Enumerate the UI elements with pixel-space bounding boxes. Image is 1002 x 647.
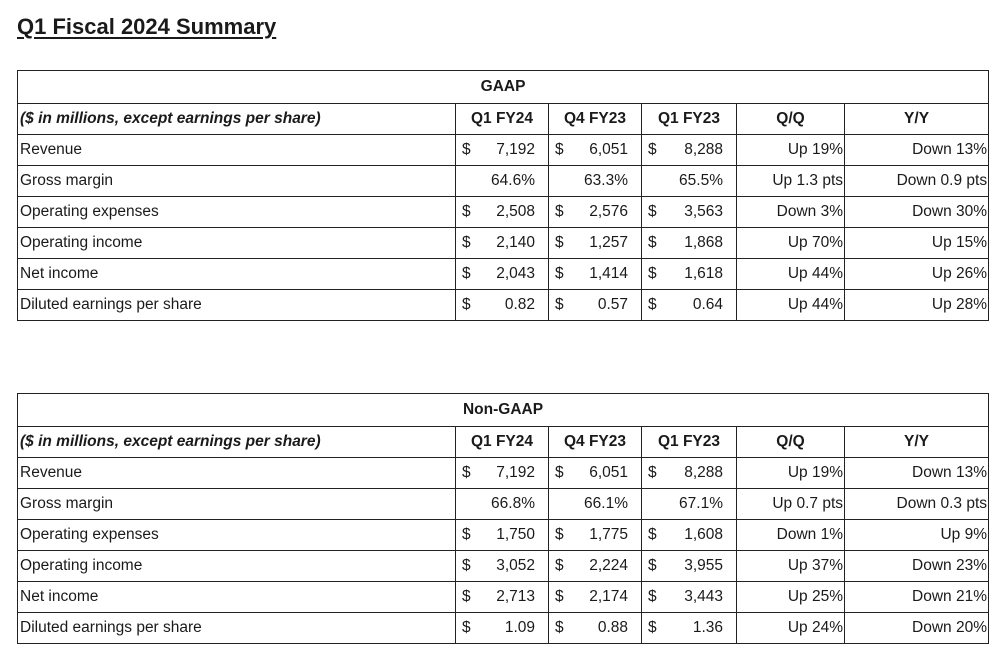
value-cell [549, 135, 642, 166]
value-cell [456, 613, 549, 644]
column-header-row [18, 427, 989, 458]
column-header: Q/Q [737, 427, 845, 458]
currency-symbol: $ [648, 265, 657, 282]
currency-symbol: $ [648, 588, 657, 605]
cell-value: 7,192 [496, 464, 535, 481]
currency-symbol: $ [555, 464, 564, 481]
column-header: Q1 FY23 [642, 427, 737, 458]
value-cell [456, 290, 549, 321]
qq-change: Up 24% [737, 613, 845, 644]
currency-symbol: $ [462, 296, 471, 313]
currency-symbol: $ [555, 296, 564, 313]
cell-value: 0.82 [504, 296, 535, 313]
currency-symbol: $ [462, 557, 471, 574]
cell-value: 1,868 [684, 234, 723, 251]
value-cell [549, 259, 642, 290]
cell-value: 2,224 [589, 557, 628, 574]
qq-change: Up 37% [737, 551, 845, 582]
currency-symbol: $ [648, 464, 657, 481]
value-cell [456, 520, 549, 551]
value-cell [549, 290, 642, 321]
row-label: Operating expenses [18, 197, 456, 228]
cell-value: 66.8% [491, 495, 535, 512]
cell-value: 2,140 [496, 234, 535, 251]
cell-value: 8,288 [684, 141, 723, 158]
currency-symbol: $ [462, 526, 471, 543]
yy-change: Down 13% [845, 458, 989, 489]
column-header: Q/Q [737, 104, 845, 135]
value-cell [549, 520, 642, 551]
qq-change: Up 44% [737, 259, 845, 290]
value-cell [642, 228, 737, 259]
row-label: Operating income [18, 228, 456, 259]
cell-value: 1,608 [684, 526, 723, 543]
table-row [18, 290, 989, 321]
currency-symbol: $ [648, 141, 657, 158]
value-cell [456, 458, 549, 489]
page-title: Q1 Fiscal 2024 Summary [17, 14, 277, 39]
yy-change: Up 9% [845, 520, 989, 551]
non-gaap-table [17, 393, 989, 644]
cell-value: 2,043 [496, 265, 535, 282]
column-header-row [18, 104, 989, 135]
cell-value: 67.1% [679, 495, 723, 512]
currency-symbol: $ [648, 526, 657, 543]
currency-symbol: $ [555, 203, 564, 220]
value-cell [642, 613, 737, 644]
cell-value: 1,775 [589, 526, 628, 543]
yy-change: Down 20% [845, 613, 989, 644]
cell-value: 66.1% [584, 495, 628, 512]
value-cell [549, 489, 642, 520]
value-cell [549, 228, 642, 259]
cell-value: 1,257 [589, 234, 628, 251]
qq-change: Down 3% [737, 197, 845, 228]
cell-value: 1.36 [692, 619, 723, 636]
cell-value: 2,713 [496, 588, 535, 605]
currency-symbol: $ [555, 141, 564, 158]
currency-symbol: $ [462, 464, 471, 481]
table-row [18, 613, 989, 644]
value-cell [549, 582, 642, 613]
value-cell [642, 582, 737, 613]
column-header: ($ in millions, except earnings per share) [18, 104, 456, 135]
value-cell [456, 489, 549, 520]
value-cell [549, 458, 642, 489]
currency-symbol: $ [648, 619, 657, 636]
value-cell [456, 551, 549, 582]
value-cell [456, 582, 549, 613]
cell-value: 2,174 [589, 588, 628, 605]
yy-change: Down 0.3 pts [845, 489, 989, 520]
cell-value: 8,288 [684, 464, 723, 481]
table-row [18, 197, 989, 228]
qq-change: Up 70% [737, 228, 845, 259]
cell-value: 1,414 [589, 265, 628, 282]
currency-symbol: $ [555, 526, 564, 543]
currency-symbol: $ [462, 265, 471, 282]
cell-value: 3,955 [684, 557, 723, 574]
cell-value: 0.64 [692, 296, 723, 313]
currency-symbol: $ [462, 619, 471, 636]
yy-change: Up 15% [845, 228, 989, 259]
column-header: ($ in millions, except earnings per share) [18, 427, 456, 458]
column-header: Y/Y [845, 104, 989, 135]
cell-value: 6,051 [589, 464, 628, 481]
cell-value: 63.3% [584, 172, 628, 189]
table-row [18, 166, 989, 197]
table-row [18, 228, 989, 259]
currency-symbol: $ [648, 203, 657, 220]
value-cell [456, 197, 549, 228]
currency-symbol: $ [555, 619, 564, 636]
cell-value: 0.88 [597, 619, 628, 636]
yy-change: Down 21% [845, 582, 989, 613]
cell-value: 1.09 [504, 619, 535, 636]
column-header: Q1 FY23 [642, 104, 737, 135]
value-cell [456, 166, 549, 197]
value-cell [549, 551, 642, 582]
currency-symbol: $ [462, 234, 471, 251]
table-row [18, 489, 989, 520]
column-header: Q4 FY23 [549, 427, 642, 458]
table-row [18, 582, 989, 613]
row-label: Operating expenses [18, 520, 456, 551]
currency-symbol: $ [555, 265, 564, 282]
cell-value: 3,443 [684, 588, 723, 605]
yy-change: Down 23% [845, 551, 989, 582]
cell-value: 2,576 [589, 203, 628, 220]
qq-change: Down 1% [737, 520, 845, 551]
value-cell [549, 166, 642, 197]
currency-symbol: $ [462, 588, 471, 605]
value-cell [642, 135, 737, 166]
cell-value: 3,563 [684, 203, 723, 220]
currency-symbol: $ [648, 234, 657, 251]
row-label: Gross margin [18, 489, 456, 520]
row-label: Net income [18, 582, 456, 613]
value-cell [456, 135, 549, 166]
qq-change: Up 1.3 pts [737, 166, 845, 197]
cell-value: 6,051 [589, 141, 628, 158]
row-label: Net income [18, 259, 456, 290]
table-row [18, 259, 989, 290]
qq-change: Up 44% [737, 290, 845, 321]
cell-value: 65.5% [679, 172, 723, 189]
qq-change: Up 25% [737, 582, 845, 613]
currency-symbol: $ [462, 141, 471, 158]
currency-symbol: $ [555, 234, 564, 251]
value-cell [456, 228, 549, 259]
value-cell [549, 197, 642, 228]
row-label: Diluted earnings per share [18, 613, 456, 644]
value-cell [642, 458, 737, 489]
value-cell [642, 197, 737, 228]
row-label: Diluted earnings per share [18, 290, 456, 321]
currency-symbol: $ [462, 203, 471, 220]
value-cell [642, 489, 737, 520]
column-header: Q1 FY24 [456, 104, 549, 135]
cell-value: 7,192 [496, 141, 535, 158]
table-heading: GAAP [18, 71, 989, 104]
value-cell [642, 259, 737, 290]
currency-symbol: $ [648, 296, 657, 313]
value-cell [642, 551, 737, 582]
table-row [18, 551, 989, 582]
yy-change: Down 0.9 pts [845, 166, 989, 197]
column-header: Y/Y [845, 427, 989, 458]
table-row [18, 135, 989, 166]
table-row [18, 520, 989, 551]
value-cell [642, 166, 737, 197]
value-cell [549, 613, 642, 644]
currency-symbol: $ [555, 588, 564, 605]
currency-symbol: $ [648, 557, 657, 574]
qq-change: Up 0.7 pts [737, 489, 845, 520]
cell-value: 3,052 [496, 557, 535, 574]
row-label: Operating income [18, 551, 456, 582]
currency-symbol: $ [555, 557, 564, 574]
row-label: Revenue [18, 135, 456, 166]
row-label: Revenue [18, 458, 456, 489]
yy-change: Up 28% [845, 290, 989, 321]
cell-value: 1,750 [496, 526, 535, 543]
yy-change: Down 30% [845, 197, 989, 228]
value-cell [642, 290, 737, 321]
cell-value: 1,618 [684, 265, 723, 282]
cell-value: 64.6% [491, 172, 535, 189]
column-header: Q4 FY23 [549, 104, 642, 135]
cell-value: 0.57 [597, 296, 628, 313]
yy-change: Down 13% [845, 135, 989, 166]
column-header: Q1 FY24 [456, 427, 549, 458]
row-label: Gross margin [18, 166, 456, 197]
qq-change: Up 19% [737, 458, 845, 489]
value-cell [456, 259, 549, 290]
gaap-table [17, 70, 989, 321]
table-row [18, 458, 989, 489]
table-heading: Non-GAAP [18, 394, 989, 427]
qq-change: Up 19% [737, 135, 845, 166]
value-cell [642, 520, 737, 551]
yy-change: Up 26% [845, 259, 989, 290]
cell-value: 2,508 [496, 203, 535, 220]
